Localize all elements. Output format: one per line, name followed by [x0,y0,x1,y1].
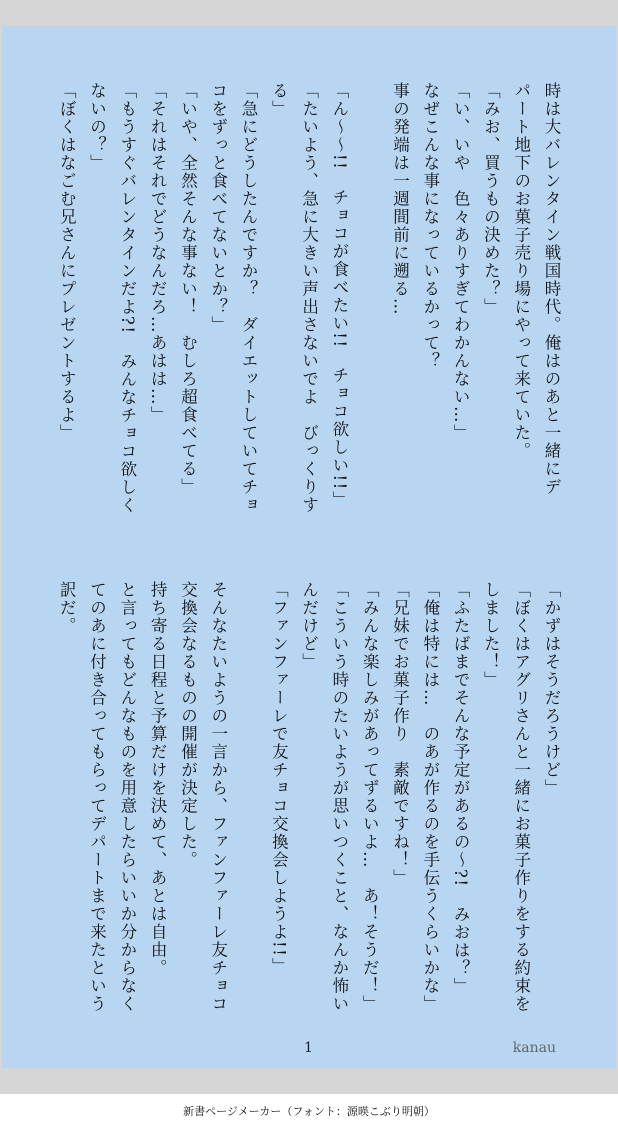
text-line: 「みんな楽しみがあってずるいよ… あ！そうだ！」 [360,581,380,1013]
text-line: る」 [269,82,289,118]
text-line: 「い、いや 色々ありすぎてわかんない…」 [451,82,471,442]
text-line: 「かずはそうだろうけど」 [542,581,561,797]
page-number: 1 [304,1040,313,1056]
text-line: 「兄妹でお菓子作り 素敵ですね！」 [390,581,410,887]
text-line: 訳だ。 [57,581,77,635]
author-name: kanau [512,1040,556,1056]
text-line: 「いや、全然そんな事ない！ むしろ超食べてる」 [178,82,198,496]
text-line: てのあに付き合ってもらってデパートまで来たという [87,581,107,1013]
blank-line [233,581,263,1011]
text-line: 「急にどうしたんですか？ ダイエットしていてチョ [239,82,259,514]
text-line: 「それはそれでどうなんだろ…あはは…」 [148,82,168,424]
book-page [2,26,616,1068]
text-line: んだけど」 [299,581,319,671]
text-line: 「たいよう、急に大きい声出さないでよ びっくりす [299,82,319,514]
text-line: と言ってもどんなものを用意したらいいか分からなく [117,581,137,1013]
app-caption: 新書ページメーカー（フォント：源暎こぶり明朝） [183,1105,435,1118]
text-line: パート地下のお菓子売り場にやって来ていた。 [511,82,531,460]
text-line: 「ぼくはアグリさんと一緒にお菓子作りをする約束を [511,581,531,1013]
blank-line [354,82,384,552]
text-line: 「ファンファーレで友チョコ交換会しようよ!!」 [269,581,289,976]
text-line: コをずっと食べてないとか？」 [208,82,228,334]
text-line: 事の発端は一週間前に遡る… [390,82,410,316]
text-line: 「ん〜〜!! チョコが食べたい!! チョコ欲しい!!」 [329,82,349,509]
upper-text-block [51,82,566,552]
text-line: なぜこんな事になっているかって？ [420,82,440,370]
text-line: 「ふたばまでそんな予定があるの〜?! みおは？」 [451,581,471,996]
text-line: しました！」 [481,581,501,689]
text-line: ないの？」 [87,82,107,172]
text-line: 持ち寄る日程と予算だけを決めて、あとは自由。 [148,581,168,977]
text-line: 「ぼくはなごむ兄さんにプレゼントするよ」 [57,82,77,442]
text-line: 「俺は特には… のあが作るのを手伝うくらいかな」 [420,581,440,1013]
text-line: 「みお、買うもの決めた？」 [481,82,501,316]
text-line: 「こういう時のたいようが思いつくこと、なんか怖い [329,581,349,1013]
lower-text-block [51,581,566,1011]
text-line: 時は大バレンタイン戦国時代。俺はのあと一緒にデ [542,82,561,496]
text-line: そんなたいようの一言から、ファンファーレ友チョコ [208,581,228,1013]
text-line: 「もうすぐバレンタインだよ?! みんなチョコ欲しく [117,82,137,515]
text-line: 交換会なるものの開催が決定した。 [178,581,198,869]
